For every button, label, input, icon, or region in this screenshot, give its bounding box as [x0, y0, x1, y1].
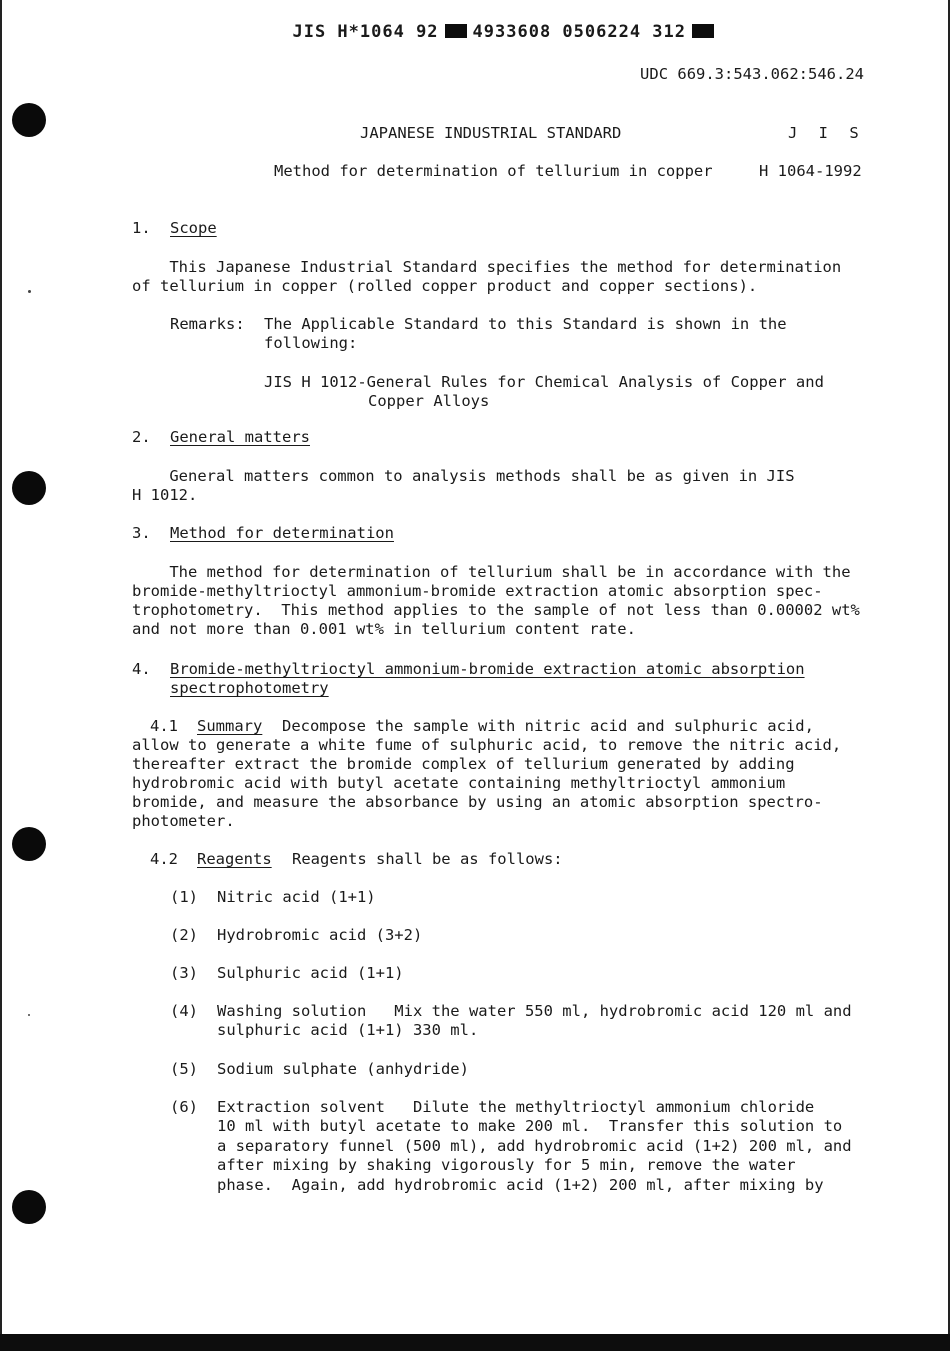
- section-4-heading: Bromide-methyltrioctyl ammonium-bromide extraction atomic absorption: [170, 660, 805, 678]
- subsection-4-2-number: 4.2: [150, 850, 178, 868]
- summary-line: thereafter extract the bromide complex of tellurium generated by adding: [132, 755, 795, 773]
- standard-name: JAPANESE INDUSTRIAL STANDARD: [360, 124, 622, 142]
- subsection-4-2-heading: Reagents: [197, 850, 272, 868]
- section-1-para-line: This Japanese Industrial Standard specifies the method for determination: [132, 258, 842, 276]
- section-1-number: 1.: [132, 219, 151, 237]
- summary-line: allow to generate a white fume of sulphuric acid, to remove the nitric acid,: [132, 736, 842, 754]
- punch-hole-2: [12, 471, 46, 505]
- reagent-number: (1): [170, 888, 198, 906]
- reagent-text: a separatory funnel (500 ml), add hydrobromic acid (1+2) 200 ml, and: [217, 1137, 852, 1155]
- document-title: Method for determination of tellurium in copper: [274, 162, 713, 180]
- punch-hole-3: [12, 827, 46, 861]
- remarks-label: Remarks:: [170, 315, 245, 333]
- remarks-line: The Applicable Standard to this Standard is shown in the: [264, 315, 787, 333]
- reagent-number: (6): [170, 1098, 198, 1116]
- block-mark: [445, 24, 467, 38]
- section-2-heading: General matters: [170, 428, 310, 446]
- subsection-4-1-heading: Summary: [197, 717, 263, 735]
- subsection-4-1-number: 4.1: [150, 717, 178, 735]
- reagent-text: 10 ml with butyl acetate to make 200 ml. Transfer this solution to: [217, 1117, 843, 1135]
- section-2-para-line: General matters common to analysis methods shall be as given in JIS: [132, 467, 795, 485]
- punch-hole-4: [12, 1190, 46, 1224]
- reagent-number: (4): [170, 1002, 198, 1020]
- document-code: [270, 4, 720, 42]
- section-3-para-line: bromide-methyltrioctyl ammonium-bromide extraction atomic absorption spec-: [132, 582, 823, 600]
- summary-line: photometer.: [132, 812, 235, 830]
- punch-hole-1: [12, 103, 46, 137]
- summary-line: Decompose the sample with nitric acid and sulphuric acid,: [282, 717, 814, 735]
- reagent-text: Hydrobromic acid (3+2): [217, 926, 423, 944]
- reagent-text: Washing solution Mix the water 550 ml, hydrobromic acid 120 ml and: [217, 1002, 852, 1020]
- reagent-text: Sodium sulphate (anhydride): [217, 1060, 469, 1078]
- section-3-heading: Method for determination: [170, 524, 394, 542]
- reagent-text: sulphuric acid (1+1) 330 ml.: [217, 1021, 479, 1039]
- section-2-para-line: H 1012.: [132, 486, 198, 504]
- reagent-number: (2): [170, 926, 198, 944]
- section-1-para-line: of tellurium in copper (rolled copper product and copper sections).: [132, 277, 758, 295]
- scan-bottom-bar: [0, 1334, 950, 1351]
- reagent-text: Extraction solvent Dilute the methyltrioctyl ammonium chloride: [217, 1098, 815, 1116]
- page-left-edge: [0, 0, 2, 1351]
- section-3-para-line: trophotometry. This method applies to the sample of not less than 0.00002 wt%: [132, 601, 860, 619]
- reference-line: Copper Alloys: [368, 392, 490, 410]
- reagent-text: after mixing by shaking vigorously for 5 min, remove the water: [217, 1156, 796, 1174]
- reagent-text: Sulphuric acid (1+1): [217, 964, 404, 982]
- summary-line: hydrobromic acid with butyl acetate containing methyltrioctyl ammonium: [132, 774, 786, 792]
- remarks-line: following:: [264, 334, 358, 352]
- reagent-text: Nitric acid (1+1): [217, 888, 376, 906]
- reference-line: JIS H 1012-General Rules for Chemical Analysis of Copper and: [264, 373, 824, 391]
- udc-number: UDC 669.3:543.062:546.24: [640, 65, 864, 83]
- code-right: 4933608 0506224 312: [472, 22, 687, 42]
- document-number: H 1064-1992: [759, 162, 862, 180]
- scan-speck: [28, 290, 31, 293]
- reagents-intro: Reagents shall be as follows:: [292, 850, 563, 868]
- reagent-number: (5): [170, 1060, 198, 1078]
- code-left: JIS H*1064 92: [292, 22, 439, 42]
- scan-speck: [28, 1014, 30, 1016]
- section-3-para-line: and not more than 0.001 wt% in tellurium content rate.: [132, 620, 636, 638]
- section-2-number: 2.: [132, 428, 151, 446]
- section-1-heading: Scope: [170, 219, 217, 237]
- section-4-number: 4.: [132, 660, 151, 678]
- section-4-heading: spectrophotometry: [170, 679, 329, 697]
- summary-line: bromide, and measure the absorbance by using an atomic absorption spectro-: [132, 793, 823, 811]
- reagent-text: phase. Again, add hydrobromic acid (1+2) 200 ml, after mixing by: [217, 1176, 824, 1194]
- section-3-number: 3.: [132, 524, 151, 542]
- block-mark: [692, 24, 714, 38]
- reagent-number: (3): [170, 964, 198, 982]
- section-3-para-line: The method for determination of tellurium shall be in accordance with the: [132, 563, 851, 581]
- jis-mark: J I S: [788, 124, 865, 142]
